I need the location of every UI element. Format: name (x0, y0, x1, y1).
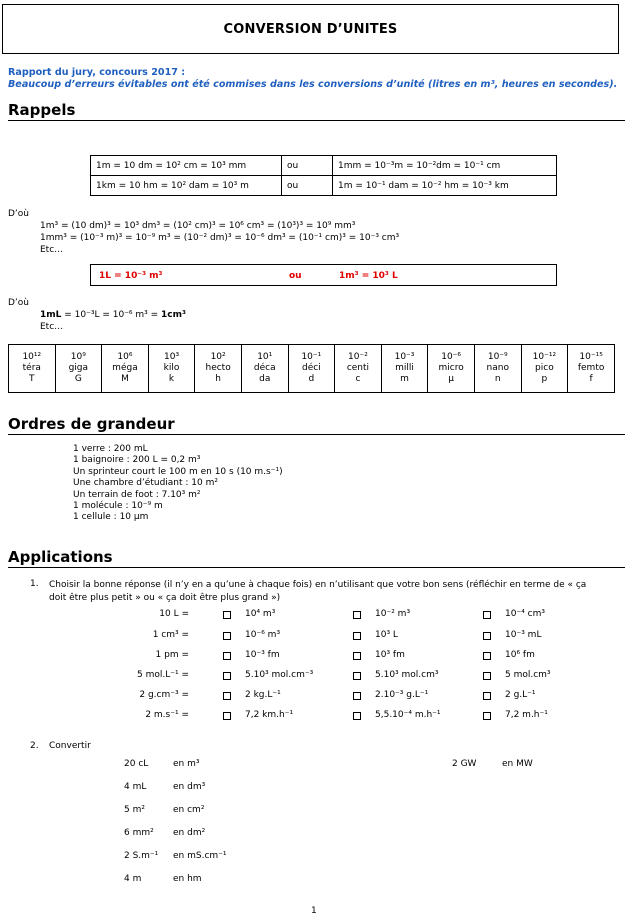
prefix-cell: 10¹ déca da (241, 345, 288, 393)
checkbox[interactable] (353, 611, 361, 619)
checkbox[interactable] (483, 632, 491, 640)
checkbox[interactable] (353, 652, 361, 660)
choice-a: 10⁻³ fm (245, 650, 280, 660)
q2-unit: en dm² (173, 828, 206, 838)
choice-c: 2 g.L⁻¹ (505, 690, 536, 700)
checkbox[interactable] (483, 692, 491, 700)
rappel-cell: 1m = 10⁻¹ dam = 10⁻² hm = 10⁻³ km (333, 176, 557, 196)
ordres-list (73, 444, 283, 524)
q1-prompt: 5 mol.L⁻¹ = (137, 670, 189, 680)
ml-mid: = 10⁻³L = 10⁻⁶ m³ = (61, 310, 162, 320)
choice-c: 7,2 m.h⁻¹ (505, 710, 548, 720)
prefix-table (8, 344, 615, 393)
prefix-cell: 10⁶ méga M (102, 345, 149, 393)
choice-b: 5.10³ mol.cm³ (375, 670, 439, 680)
q2-unit: en m³ (173, 759, 200, 769)
checkbox[interactable] (353, 672, 361, 680)
checkbox[interactable] (483, 652, 491, 660)
volume-line: 1m³ = (10 dm)³ = 10³ dm³ = (10² cm)³ = 10⁶ cm³ = (10³)³ = 10⁹ mm³ (40, 221, 356, 231)
prefix-cell: 10³ kilo k (148, 345, 195, 393)
choice-c: 10⁶ fm (505, 650, 535, 660)
prefix-cell: 10⁻¹ déci d (288, 345, 335, 393)
ordre-item: 1 baignoire : 200 L = 0,2 m³ (73, 455, 201, 466)
q2-value: 20 cL (124, 759, 149, 769)
checkbox[interactable] (223, 632, 231, 640)
q2-value: 6 mm² (124, 828, 154, 838)
choice-c: 10⁻⁴ cm³ (505, 609, 545, 619)
q1-number: 1. (30, 579, 39, 589)
prefix-cell: 10⁻³ milli m (381, 345, 428, 393)
jury-note (8, 67, 617, 91)
q2-text: Convertir (49, 741, 91, 751)
choice-b: 10⁻² m³ (375, 609, 411, 619)
q1-prompt: 1 cm³ = (152, 630, 189, 640)
checkbox[interactable] (483, 672, 491, 680)
prefix-cell: 10⁻¹⁵ femto f (568, 345, 615, 393)
applications-rule (8, 567, 625, 568)
q2-value: 2 S.m⁻¹ (124, 851, 159, 861)
choice-b: 10³ L (375, 630, 398, 640)
ordre-item: 1 verre : 200 mL (73, 444, 148, 454)
ordre-item: 1 molécule : 10⁻⁹ m (73, 501, 163, 512)
checkbox[interactable] (353, 632, 361, 640)
q2-unit: en cm² (173, 805, 205, 815)
checkbox[interactable] (223, 712, 231, 720)
prefix-cell: 10⁻¹² pico p (521, 345, 568, 393)
prefix-cell: 10⁻² centi c (335, 345, 382, 393)
q2-number: 2. (30, 741, 39, 751)
litre-eq-1: 1L = 10⁻³ m³ (99, 271, 163, 281)
prefix-cell: 10⁹ giga G (55, 345, 102, 393)
rappels-heading: Rappels (8, 101, 76, 119)
q1-text: Choisir la bonne réponse (il n’y en a qu’une à chaque fois) en n’utilisant que votre bon sens (réfléchir en terme de « ça doit être plus petit » ou « ça doit être plus grand ») (49, 580, 587, 603)
q2-unit: en mS.cm⁻¹ (173, 851, 227, 861)
choice-a: 7,2 km.h⁻¹ (245, 710, 294, 720)
title-box (2, 4, 619, 54)
prefix-cell: 10² hecto h (195, 345, 242, 393)
ordre-item: Un terrain de foot : 7.10³ m² (73, 489, 201, 500)
choice-b: 5,5.10⁻⁴ m.h⁻¹ (375, 710, 441, 720)
checkbox[interactable] (483, 712, 491, 720)
rappels-rule (8, 120, 625, 121)
q1-prompt: 2 g.cm⁻³ = (139, 690, 189, 700)
rappel-row (91, 176, 557, 196)
litre-eq-2: 1m³ = 10³ L (339, 271, 398, 281)
rappel-cell: 1km = 10 hm = 10² dam = 10³ m (91, 176, 282, 196)
prefix-row (9, 345, 615, 393)
q2-value: 2 GW (452, 759, 477, 769)
page-number: 1 (311, 906, 317, 916)
rappel-cell: ou (282, 176, 333, 196)
volume-line: Etc… (40, 245, 64, 255)
checkbox[interactable] (483, 611, 491, 619)
checkbox[interactable] (223, 672, 231, 680)
prefix-cell: 10⁻⁹ nano n (474, 345, 521, 393)
q2-unit: en hm (173, 874, 202, 884)
ml-bold: 1mL (40, 310, 62, 320)
jury-line-1: Rapport du jury, concours 2017 : (8, 67, 186, 78)
q2-value: 4 mL (124, 782, 147, 792)
q2-unit: en MW (502, 759, 533, 769)
checkbox[interactable] (353, 692, 361, 700)
applications-heading: Applications (8, 548, 113, 566)
cm3-bold: 1cm³ (161, 310, 186, 320)
q1-prompt: 10 L = (159, 609, 189, 619)
choice-b: 10³ fm (375, 650, 405, 660)
checkbox[interactable] (223, 652, 231, 660)
q1-prompt: 2 m.s⁻¹ = (145, 710, 189, 720)
choice-c: 5 mol.cm³ (505, 670, 551, 680)
volume-line: 1mm³ = (10⁻³ m)³ = 10⁻⁹ m³ = (10⁻² dm)³ = 10⁻⁶ dm³ = (10⁻¹ cm)³ = 10⁻³ cm³ (40, 233, 400, 243)
choice-a: 5.10³ mol.cm⁻³ (245, 670, 314, 680)
rappel-cell: ou (282, 156, 333, 176)
rappel-cell: 1m = 10 dm = 10² cm = 10³ mm (91, 156, 282, 176)
ordres-rule (8, 434, 625, 435)
choice-c: 10⁻³ mL (505, 630, 542, 640)
dou-1: D’où (8, 209, 30, 219)
jury-line-2: Beaucoup d’erreurs évitables ont été commises dans les conversions d’unité (litres en m³, heures en secondes). (8, 79, 618, 90)
q2-value: 5 m² (124, 805, 145, 815)
prefix-cell: 10⁻⁶ micro µ (428, 345, 475, 393)
ordre-item: Une chambre d’étudiant : 10 m² (73, 478, 218, 489)
ordres-heading: Ordres de grandeur (8, 415, 175, 433)
choice-b: 2.10⁻³ g.L⁻¹ (375, 690, 429, 700)
choice-a: 10⁴ m³ (245, 609, 276, 619)
q2-value: 4 m (124, 874, 142, 884)
litre-box (90, 264, 557, 286)
dou-2: D’où (8, 298, 30, 308)
q2-unit: en dm³ (173, 782, 206, 792)
q1-prompt: 1 pm = (155, 650, 189, 660)
choice-a: 2 kg.L⁻¹ (245, 690, 281, 700)
page-title: CONVERSION D’UNITES (223, 21, 398, 37)
checkbox[interactable] (223, 611, 231, 619)
ml-line (40, 309, 186, 321)
checkbox[interactable] (223, 692, 231, 700)
ordre-item: Un sprinteur court le 100 m en 10 s (10 m.s⁻¹) (73, 466, 283, 477)
rappel-table (90, 155, 557, 196)
litre-or: ou (289, 271, 302, 281)
ordre-item: 1 cellule : 10 µm (73, 512, 149, 523)
choice-a: 10⁻⁶ m³ (245, 630, 281, 640)
volume-lines (40, 220, 399, 256)
prefix-cell: 10¹² téra T (9, 345, 56, 393)
etc-2: Etc… (40, 322, 64, 332)
rappel-cell: 1mm = 10⁻³m = 10⁻²dm = 10⁻¹ cm (333, 156, 557, 176)
rappel-row (91, 156, 557, 176)
checkbox[interactable] (353, 712, 361, 720)
